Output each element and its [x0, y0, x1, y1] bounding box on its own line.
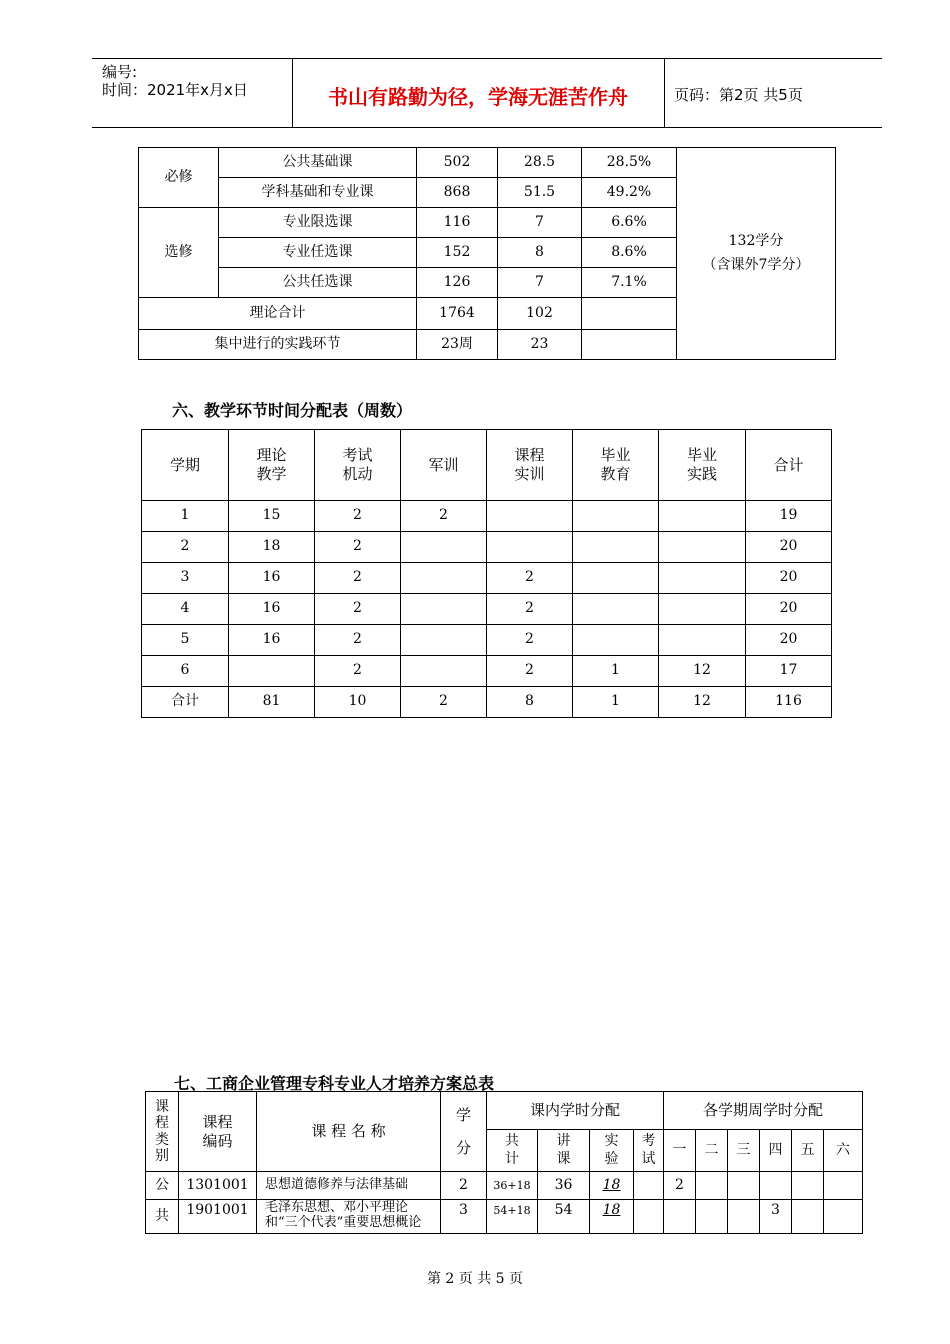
weeks-cell — [401, 625, 487, 656]
course-total-hours — [487, 1200, 538, 1234]
header-line: 课程 — [514, 446, 545, 465]
lab-header — [590, 1130, 634, 1172]
empty-cell — [582, 330, 677, 360]
weeks-cell — [573, 532, 659, 563]
weeks-cell: 2 — [315, 501, 401, 532]
weeks-cell: 20 — [746, 625, 832, 656]
theory-total-hours: 1764 — [417, 298, 498, 330]
weeks-cell — [229, 656, 315, 687]
percent-cell: 28.5% — [582, 148, 677, 178]
weeks-cell: 10 — [315, 687, 401, 718]
category-cell: 公 — [146, 1172, 179, 1200]
weeks-cell: 2 — [315, 532, 401, 563]
weeks-cell — [659, 501, 746, 532]
credits-cell: 28.5 — [498, 148, 582, 178]
header-line: 合计 — [773, 455, 804, 474]
weeks-cell — [573, 501, 659, 532]
credits-cell: 7 — [498, 268, 582, 298]
course-credit: 2 — [441, 1172, 487, 1200]
total-hours-header — [487, 1130, 538, 1172]
header-meta — [92, 59, 293, 127]
empty-cell — [582, 298, 677, 330]
semester-1-header: 一 — [664, 1130, 696, 1172]
semester-cell: 5 — [142, 625, 229, 656]
credits-cell: 51.5 — [498, 178, 582, 208]
credit-header — [441, 1092, 487, 1172]
header-char: 别 — [155, 1147, 169, 1164]
header-line: 实践 — [686, 465, 717, 483]
weeks-cell: 12 — [659, 656, 746, 687]
semester-hours — [760, 1172, 792, 1200]
weeks-cell: 16 — [229, 594, 315, 625]
theory-total-label: 理论合计 — [139, 298, 417, 330]
header-char: 课 — [155, 1099, 169, 1116]
column-header — [142, 430, 229, 501]
weeks-cell: 16 — [229, 625, 315, 656]
weeks-cell: 2 — [487, 563, 573, 594]
column-header — [401, 430, 487, 501]
header-char: 共 — [505, 1133, 519, 1149]
table-row — [142, 625, 832, 656]
weeks-cell — [573, 625, 659, 656]
table-header-row — [142, 430, 832, 501]
percent-cell: 7.1% — [582, 268, 677, 298]
course-type: 学科基础和专业课 — [219, 178, 417, 208]
header-line: 学期 — [169, 455, 200, 474]
section7-title: 七、工商企业管理专科专业人才培养方案总表 — [174, 1074, 495, 1093]
hours-cell: 152 — [417, 238, 498, 268]
practice-label: 集中进行的实践环节 — [139, 330, 417, 360]
code-header — [179, 1092, 257, 1172]
hours-cell: 868 — [417, 178, 498, 208]
header-line: 实训 — [514, 465, 545, 483]
hours-cell: 116 — [417, 208, 498, 238]
semester-hours — [696, 1172, 728, 1200]
hours-cell: 126 — [417, 268, 498, 298]
weeks-cell: 20 — [746, 563, 832, 594]
column-header — [573, 430, 659, 501]
semester-hours — [664, 1200, 696, 1234]
table-row — [142, 656, 832, 687]
table-row — [146, 1172, 863, 1200]
table-row — [142, 594, 832, 625]
weeks-cell: 116 — [746, 687, 832, 718]
weeks-cell: 18 — [229, 532, 315, 563]
total-hours-base: 54+ — [493, 1204, 517, 1217]
header-line: 毕业 — [686, 446, 717, 465]
credits-cell: 7 — [498, 208, 582, 238]
weeks-cell — [401, 656, 487, 687]
header-motto-cell — [292, 59, 665, 127]
curriculum-table — [145, 1091, 863, 1234]
doc-time-label: 时间：2021年x月x日 — [102, 81, 248, 99]
course-lab-hours: 18 — [590, 1200, 634, 1234]
header-line: 教学 — [256, 465, 287, 483]
weeks-cell — [573, 563, 659, 594]
hours-group-header: 课内学时分配 — [487, 1092, 664, 1130]
weeks-cell: 1 — [573, 656, 659, 687]
name-header: 课 程 名 称 — [257, 1092, 441, 1172]
weeks-cell: 2 — [487, 656, 573, 687]
page-footer: 第 2 页 共 5 页 — [426, 1271, 524, 1287]
header-page-cell — [664, 59, 882, 127]
weeks-cell — [487, 532, 573, 563]
page-header — [92, 58, 882, 128]
lecture-header — [538, 1130, 590, 1172]
header-line: 教育 — [600, 465, 631, 483]
category-cell: 共 — [146, 1200, 179, 1234]
weeks-cell — [659, 594, 746, 625]
semester-group-header: 各学期周学时分配 — [664, 1092, 863, 1130]
semester-2-header: 二 — [696, 1130, 728, 1172]
header-char: 试 — [641, 1150, 656, 1167]
semester-cell: 2 — [142, 532, 229, 563]
semester-cell: 3 — [142, 563, 229, 594]
weeks-cell: 2 — [315, 594, 401, 625]
motto-text: 书山有路勤为径，学海无涯苦作舟 — [328, 85, 628, 109]
weeks-cell: 20 — [746, 532, 832, 563]
weeks-cell: 2 — [315, 625, 401, 656]
weeks-cell — [401, 532, 487, 563]
weeks-cell — [401, 563, 487, 594]
course-type: 公共基础课 — [219, 148, 417, 178]
weeks-cell: 20 — [746, 594, 832, 625]
weeks-cell: 1 — [573, 687, 659, 718]
table-header-row — [146, 1092, 863, 1130]
header-char: 类 — [155, 1131, 169, 1148]
header-char: 考 — [641, 1133, 656, 1149]
semester-hours — [792, 1200, 824, 1234]
weeks-cell: 19 — [746, 501, 832, 532]
weeks-cell: 8 — [487, 687, 573, 718]
header-char: 讲 — [556, 1133, 571, 1149]
table-row — [142, 563, 832, 594]
course-lecture-hours: 54 — [538, 1200, 590, 1234]
weeks-cell — [659, 625, 746, 656]
total-credit-note — [677, 148, 836, 360]
course-lab-hours: 18 — [590, 1172, 634, 1200]
course-exam — [634, 1172, 664, 1200]
weeks-cell: 12 — [659, 687, 746, 718]
group-label: 选修 — [139, 208, 219, 298]
semester-3-header: 三 — [728, 1130, 760, 1172]
semester-hours: 3 — [760, 1200, 792, 1234]
header-char: 学 — [455, 1105, 471, 1124]
page-number-label: 页码：第2页 共5页 — [674, 86, 803, 104]
column-header — [229, 430, 315, 501]
header-line: 毕业 — [600, 446, 631, 465]
doc-id-label: 编号: — [102, 63, 138, 81]
header-line: 军训 — [428, 455, 459, 474]
weeks-cell: 81 — [229, 687, 315, 718]
teaching-weeks-table — [141, 429, 832, 718]
header-char: 实 — [604, 1133, 619, 1149]
total-row — [142, 687, 832, 718]
weeks-cell: 2 — [487, 625, 573, 656]
course-name: 思想道德修养与法律基础 — [257, 1172, 441, 1200]
weeks-cell: 17 — [746, 656, 832, 687]
column-header — [315, 430, 401, 501]
course-name: 毛泽东思想、邓小平理论和“三个代表”重要思想概论 — [257, 1200, 441, 1234]
weeks-cell — [573, 594, 659, 625]
semester-hours — [824, 1172, 863, 1200]
total-credit-line1: 132学分 — [728, 233, 784, 249]
course-type: 公共任选课 — [219, 268, 417, 298]
header-char: 计 — [505, 1150, 519, 1167]
header-char: 验 — [604, 1150, 619, 1167]
weeks-cell — [659, 532, 746, 563]
semester-hours — [728, 1200, 760, 1234]
total-hours-extra: 18 — [516, 1178, 531, 1192]
header-char: 程 — [155, 1115, 169, 1132]
header-line: 机动 — [342, 465, 373, 483]
semester-cell: 6 — [142, 656, 229, 687]
credits-cell: 8 — [498, 238, 582, 268]
course-credit: 3 — [441, 1200, 487, 1234]
semester-5-header: 五 — [792, 1130, 824, 1172]
weeks-cell: 16 — [229, 563, 315, 594]
weeks-cell: 15 — [229, 501, 315, 532]
course-code: 1901001 — [179, 1200, 257, 1234]
weeks-cell: 2 — [487, 594, 573, 625]
course-code: 1301001 — [179, 1172, 257, 1200]
semester-cell: 4 — [142, 594, 229, 625]
total-credit-line2: （含课外7学分） — [702, 256, 810, 273]
semester-hours — [792, 1172, 824, 1200]
weeks-cell — [659, 563, 746, 594]
semester-cell: 合计 — [142, 687, 229, 718]
percent-cell: 8.6% — [582, 238, 677, 268]
group-label: 必修 — [139, 148, 219, 208]
table-row — [146, 1200, 863, 1234]
header-line: 编码 — [202, 1131, 233, 1150]
semester-4-header: 四 — [760, 1130, 792, 1172]
semester-6-header: 六 — [824, 1130, 863, 1172]
column-header — [487, 430, 573, 501]
semester-hours — [824, 1200, 863, 1234]
header-char: 课 — [556, 1150, 571, 1167]
column-header — [746, 430, 832, 501]
exam-header — [634, 1130, 664, 1172]
hours-cell: 502 — [417, 148, 498, 178]
header-line: 理论 — [256, 446, 287, 465]
semester-hours — [728, 1172, 760, 1200]
course-total-hours — [487, 1172, 538, 1200]
header-line: 课程 — [202, 1112, 233, 1131]
weeks-cell: 2 — [401, 687, 487, 718]
total-hours-extra: 18 — [516, 1204, 531, 1217]
percent-cell: 49.2% — [582, 178, 677, 208]
weeks-cell — [487, 501, 573, 532]
course-type: 专业限选课 — [219, 208, 417, 238]
course-exam — [634, 1200, 664, 1234]
theory-total-credits: 102 — [498, 298, 582, 330]
header-char: 分 — [455, 1138, 471, 1157]
practice-hours: 23周 — [417, 330, 498, 360]
weeks-cell: 2 — [315, 563, 401, 594]
weeks-cell — [401, 594, 487, 625]
semester-hours: 2 — [664, 1172, 696, 1200]
column-header — [659, 430, 746, 501]
practice-credits: 23 — [498, 330, 582, 360]
weeks-cell: 2 — [401, 501, 487, 532]
table-row — [139, 148, 836, 178]
course-type: 专业任选课 — [219, 238, 417, 268]
semester-hours — [696, 1200, 728, 1234]
category-header — [146, 1092, 179, 1172]
semester-cell: 1 — [142, 501, 229, 532]
percent-cell: 6.6% — [582, 208, 677, 238]
weeks-cell: 2 — [315, 656, 401, 687]
table-row — [142, 532, 832, 563]
course-lecture-hours: 36 — [538, 1172, 590, 1200]
header-line: 考试 — [342, 446, 373, 465]
section6-title: 六、教学环节时间分配表（周数） — [172, 401, 413, 420]
total-hours-base: 36+ — [493, 1178, 517, 1192]
credit-summary-table — [138, 147, 836, 360]
table-row — [142, 501, 832, 532]
